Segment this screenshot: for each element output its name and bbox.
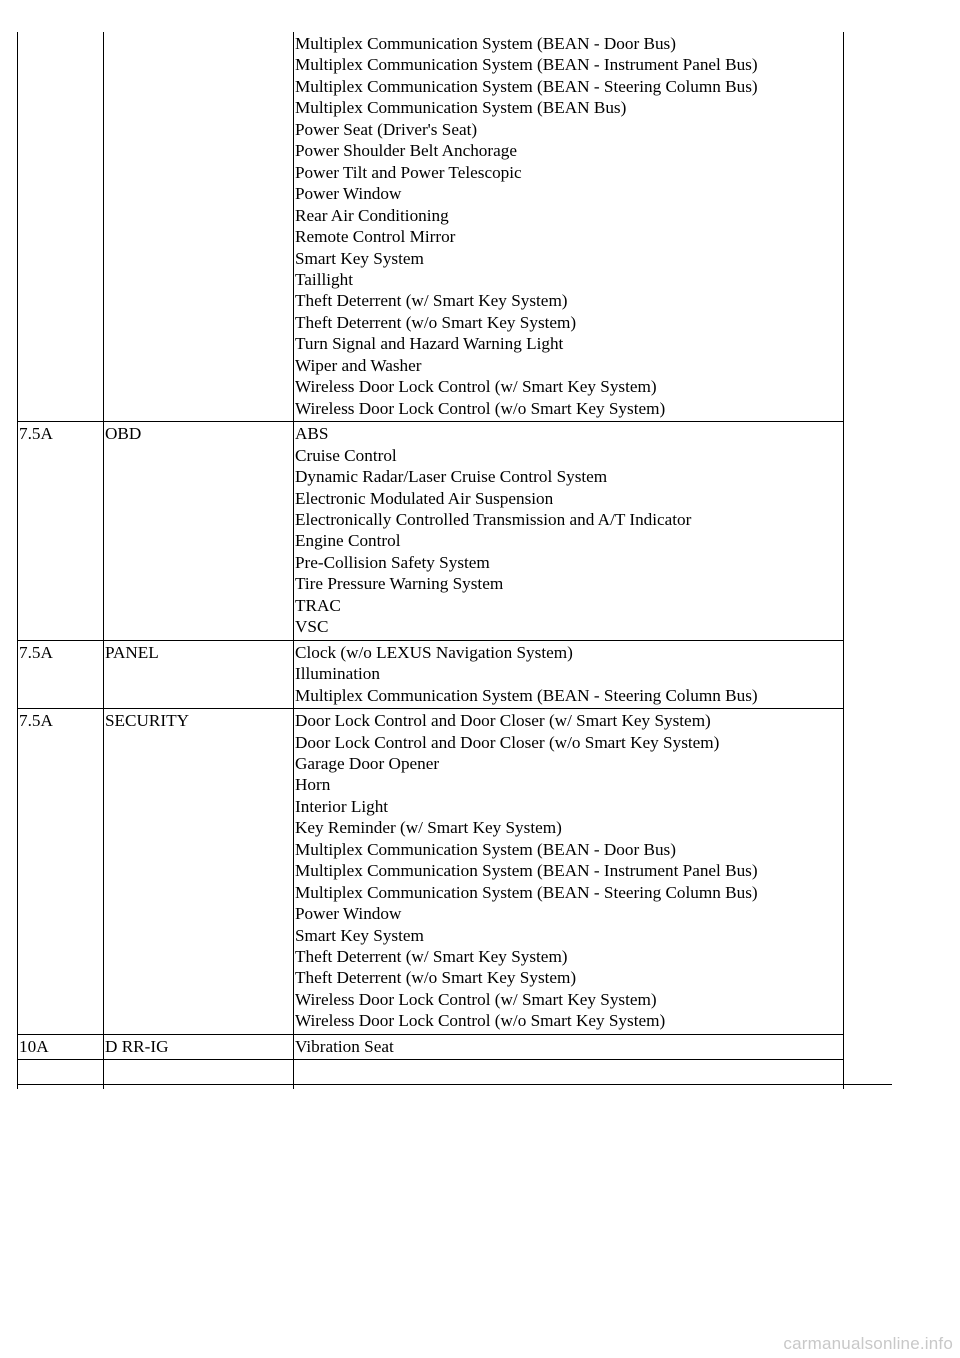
- system-item: Electronically Controlled Transmission and A/T Indicator: [295, 509, 692, 529]
- systems-cell: [294, 422, 844, 641]
- system-item: Dynamic Radar/Laser Cruise Control System: [295, 467, 608, 487]
- system-item: ABS: [295, 424, 329, 444]
- systems-cell: [294, 640, 844, 708]
- system-item: Engine Control: [295, 531, 401, 551]
- amp-cell: 7.5A: [18, 422, 104, 641]
- system-item: Wireless Door Lock Control (w/ Smart Key System): [295, 989, 657, 1009]
- amp-cell: 7.5A: [18, 640, 104, 708]
- systems-cell: [294, 1034, 844, 1059]
- system-item: Multiplex Communication System (BEAN - Door Bus): [295, 34, 676, 53]
- systems-cell: [294, 32, 844, 422]
- system-item: Door Lock Control and Door Closer (w/ Smart Key System): [295, 711, 711, 731]
- system-item: Door Lock Control and Door Closer (w/o Smart Key System): [295, 732, 720, 752]
- system-item: Interior Light: [295, 796, 389, 816]
- system-item: Theft Deterrent (w/o Smart Key System): [295, 968, 577, 988]
- system-item: Clock (w/o LEXUS Navigation System): [295, 642, 573, 662]
- fuse-table: [17, 32, 844, 1089]
- system-item: Turn Signal and Hazard Warning Light: [295, 334, 564, 354]
- table-row: [18, 640, 844, 708]
- system-item: Key Reminder (w/ Smart Key System): [295, 818, 562, 838]
- bottom-rule: [17, 1084, 892, 1085]
- table-row: [18, 1034, 844, 1059]
- system-item: Tire Pressure Warning System: [295, 574, 504, 594]
- watermark: carmanualsonline.info: [783, 1334, 953, 1353]
- system-item: Cruise Control: [295, 445, 397, 465]
- system-item: Multiplex Communication System (BEAN - Steering Column Bus): [295, 685, 758, 705]
- fuse-name-cell: D RR-IG: [104, 1034, 294, 1059]
- table-row: [18, 32, 844, 422]
- system-item: Power Tilt and Power Telescopic: [295, 162, 522, 182]
- systems-cell: [294, 709, 844, 1035]
- amp-cell: 7.5A: [18, 709, 104, 1035]
- table-row: [18, 709, 844, 1035]
- system-item: Illumination: [295, 664, 380, 684]
- system-item: Pre-Collision Safety System: [295, 552, 490, 572]
- system-item: Wiper and Washer: [295, 355, 422, 375]
- system-item: Theft Deterrent (w/ Smart Key System): [295, 947, 568, 967]
- system-item: Garage Door Opener: [295, 753, 440, 773]
- system-item: Multiplex Communication System (BEAN - Instrument Panel Bus): [295, 861, 758, 881]
- system-item: Multiplex Communication System (BEAN - Steering Column Bus): [295, 882, 758, 902]
- amp-cell: [18, 32, 104, 422]
- system-item: Vibration Seat: [295, 1036, 394, 1056]
- system-item: Multiplex Communication System (BEAN - Instrument Panel Bus): [295, 55, 758, 75]
- table-row: [18, 422, 844, 641]
- system-item: Power Shoulder Belt Anchorage: [295, 141, 517, 161]
- fuse-name-cell: SECURITY: [104, 709, 294, 1035]
- system-item: Multiplex Communication System (BEAN Bus): [295, 98, 627, 118]
- fuse-name-cell: OBD: [104, 422, 294, 641]
- fuse-table-body: [18, 32, 844, 1089]
- system-item: Theft Deterrent (w/ Smart Key System): [295, 291, 568, 311]
- system-item: TRAC: [295, 595, 341, 615]
- system-item: Power Window: [295, 904, 402, 924]
- system-item: Taillight: [295, 269, 353, 289]
- system-item: Rear Air Conditioning: [295, 205, 449, 225]
- system-item: Smart Key System: [295, 248, 424, 268]
- system-item: Power Window: [295, 184, 402, 204]
- system-item: VSC: [295, 617, 329, 637]
- system-item: Wireless Door Lock Control (w/o Smart Key System): [295, 1011, 666, 1031]
- system-item: Horn: [295, 775, 331, 795]
- system-item: Remote Control Mirror: [295, 227, 456, 247]
- system-item: Wireless Door Lock Control (w/ Smart Key System): [295, 377, 657, 397]
- system-item: Theft Deterrent (w/o Smart Key System): [295, 312, 577, 332]
- system-item: Electronic Modulated Air Suspension: [295, 488, 554, 508]
- system-item: Wireless Door Lock Control (w/o Smart Key System): [295, 398, 666, 418]
- fuse-name-cell: [104, 32, 294, 422]
- system-item: Multiplex Communication System (BEAN - Door Bus): [295, 839, 676, 859]
- system-item: Power Seat (Driver's Seat): [295, 119, 478, 139]
- system-item: Smart Key System: [295, 925, 424, 945]
- fuse-name-cell: PANEL: [104, 640, 294, 708]
- amp-cell: 10A: [18, 1034, 104, 1059]
- system-item: Multiplex Communication System (BEAN - Steering Column Bus): [295, 76, 758, 96]
